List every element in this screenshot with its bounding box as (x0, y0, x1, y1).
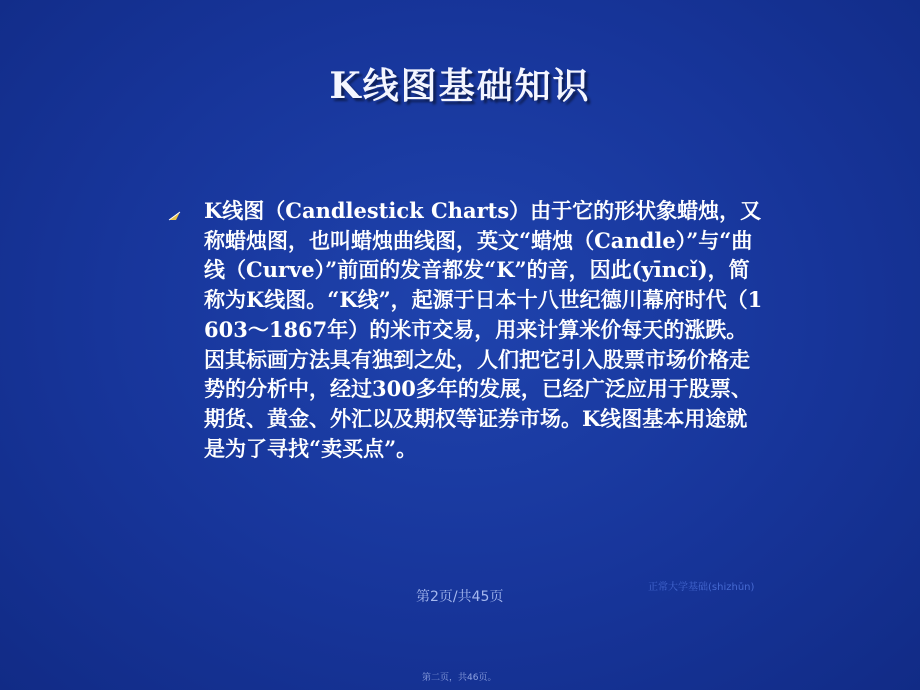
arrow-bullet-icon (168, 211, 182, 221)
source-text: 正常大学基础(shizhǔn) (648, 582, 755, 593)
page-counter: 第2页/共45页 (416, 589, 504, 605)
slide-body-text: K线图（Candlestick Charts）由于它的形状象蜡烛，又称蜡烛图，也叫蜡烛曲线图，英文“蜡烛（Candle）”与“曲线（Curve）”前面的发音都发“K”的音，因此(yīncǐ)，简称为K线图。“K线”，起源于日本十八世纪德川幕府时代（1603～1867年）的米市交易，用来计算米价每天的涨跌。因其标画方法具有独到之处，人们把它引入股票市场价格走势的分析中，经过300多年的发展，已经广泛应用于股票、期货、黄金、外汇以及期权等证券市场。K线图基本用途就是为了寻找“卖买点”。 (204, 198, 763, 461)
page-footer: 第二页，共46页。 (422, 673, 497, 683)
slide-title: K线图基础知识 (329, 65, 591, 107)
